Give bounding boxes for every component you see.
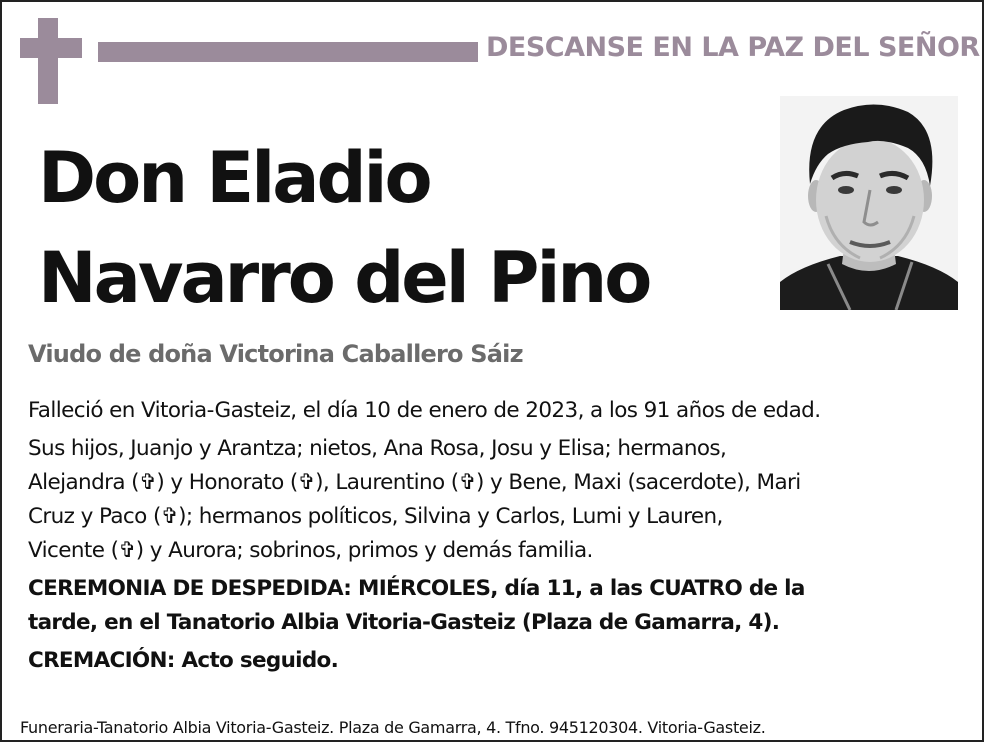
deceased-name-line1: Don Eladio [38,137,430,219]
deceased-name [38,128,649,328]
family-line-2: Alejandra (✞) y Honorato (✞), Laurentino (✞) y Bene, Maxi (sacerdote), Mari [28,470,801,495]
cremation-line: CREMACIÓN: Acto seguido. [28,648,339,673]
family-line-4: Vicente (✞) y Aurora; sobrinos, primos y demás familia. [28,538,593,563]
notice-body [28,394,978,678]
cross-icon-horizontal [20,38,82,58]
widow-line: Viudo de doña Victorina Caballero Sáiz [28,340,523,368]
banner-text: DESCANSE EN LA PAZ DEL SEÑOR [486,32,980,63]
family-line-3: Cruz y Paco (✞); hermanos políticos, Silvina y Carlos, Lumi y Lauren, [28,504,723,529]
death-line: Falleció en Vitoria-Gasteiz, el día 10 de enero de 2023, a los 91 años de edad. [28,398,821,423]
banner-bar [98,42,478,62]
ceremony-line-2: tarde, en el Tanatorio Albia Vitoria-Gasteiz (Plaza de Gamarra, 4). [28,610,780,635]
portrait-image [780,96,958,310]
family-line-1: Sus hijos, Juanjo y Arantza; nietos, Ana Rosa, Josu y Elisa; hermanos, [28,436,727,461]
deceased-name-line2: Navarro del Pino [38,237,650,319]
portrait-photo [780,96,958,310]
cross-icon-vertical [38,18,58,104]
ceremony-line-1: CEREMONIA DE DESPEDIDA: MIÉRCOLES, día 11, a las CUATRO de la [28,576,805,601]
funeral-home-footer: Funeraria-Tanatorio Albia Vitoria-Gasteiz. Plaza de Gamarra, 4. Tfno. 945120304. Vitoria-Gasteiz. [20,718,766,737]
